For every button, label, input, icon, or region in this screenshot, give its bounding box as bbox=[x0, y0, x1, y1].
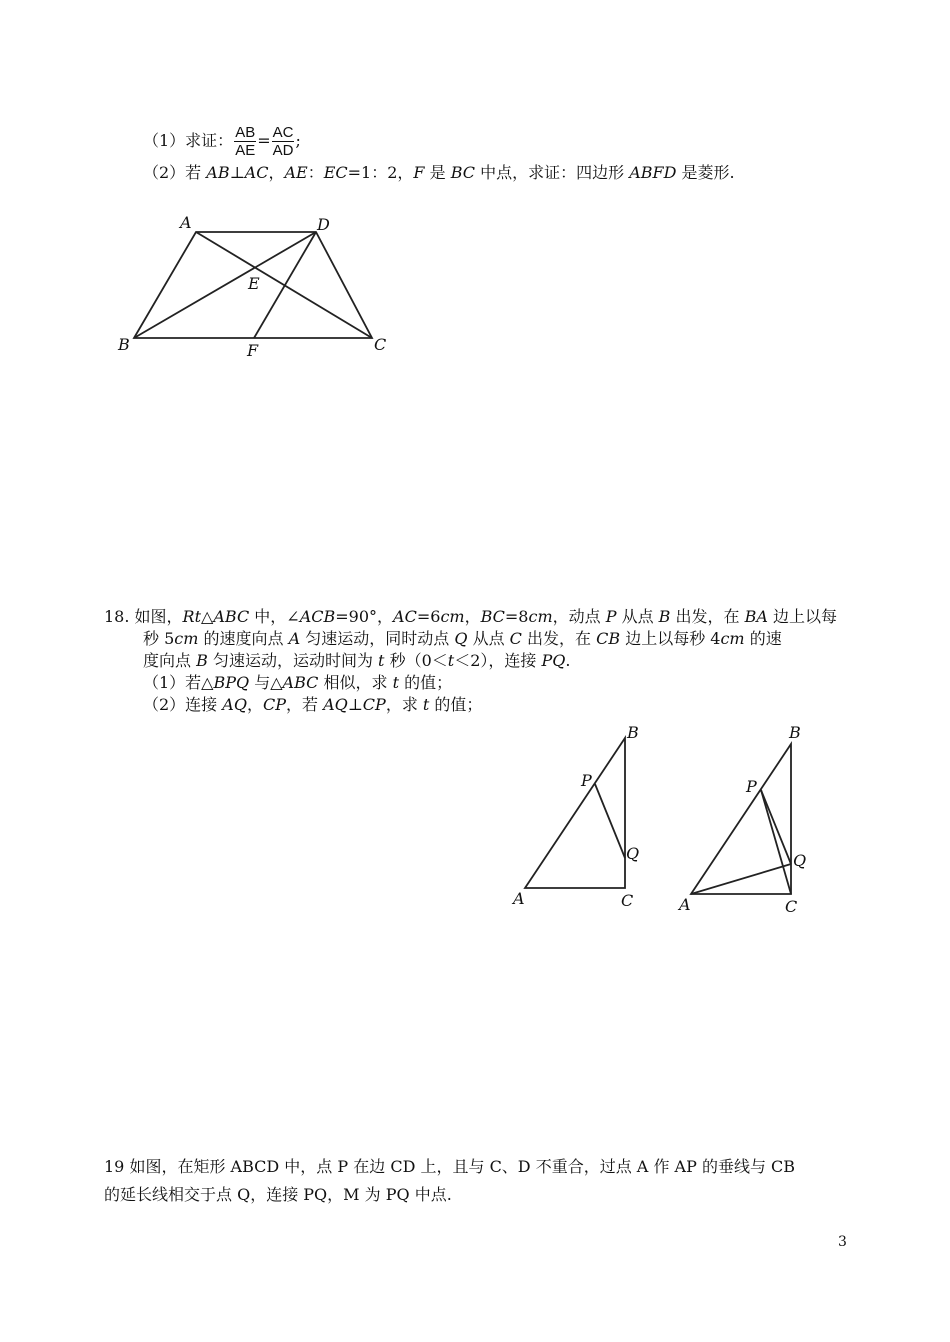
math: AQ bbox=[222, 695, 247, 714]
q17-part1-suffix: ; bbox=[295, 131, 301, 150]
text: ， bbox=[464, 607, 481, 626]
label-q: Q bbox=[793, 851, 807, 870]
math: B bbox=[658, 607, 671, 626]
q18-line3 bbox=[143, 650, 570, 672]
text: 匀速运动，运动时间为 bbox=[207, 651, 379, 670]
text: ，若 bbox=[285, 695, 324, 714]
fraction-ac-ad bbox=[272, 124, 295, 159]
math-f: F bbox=[413, 163, 425, 182]
text: 从点 bbox=[467, 629, 510, 648]
text: 边上以每秒 4 bbox=[620, 629, 721, 648]
text: 匀速运动，同时动点 bbox=[300, 629, 455, 648]
math: BA bbox=[744, 607, 768, 626]
perp-symbol: ⊥ bbox=[229, 163, 245, 182]
label-p: P bbox=[746, 777, 757, 796]
text: ＜2），连接 bbox=[454, 651, 542, 670]
text: ，动点 bbox=[552, 607, 606, 626]
label-a: A bbox=[180, 213, 192, 232]
label-e: E bbox=[248, 274, 260, 293]
q18-line2 bbox=[143, 628, 782, 650]
math: CP bbox=[362, 695, 386, 714]
page-number: 3 bbox=[838, 1234, 847, 1250]
equals-sign: = bbox=[257, 131, 271, 150]
q17-trapezoid-figure bbox=[110, 210, 410, 370]
math: cm bbox=[440, 607, 465, 626]
text: 中点，求证：四边形 bbox=[475, 163, 630, 182]
frac1-denominator: AE bbox=[235, 142, 256, 159]
text: 秒 5 bbox=[143, 629, 175, 648]
text: 的值； bbox=[399, 673, 453, 692]
math: t bbox=[392, 673, 400, 692]
label-p: P bbox=[581, 771, 592, 790]
math: t bbox=[447, 651, 455, 670]
text: ，求 bbox=[385, 695, 423, 714]
math: B bbox=[196, 651, 208, 670]
math: BPQ bbox=[213, 673, 250, 692]
math: A bbox=[288, 629, 301, 648]
text: 出发，在 bbox=[521, 629, 597, 648]
math: ACB bbox=[299, 607, 336, 626]
label-q: Q bbox=[626, 844, 640, 863]
q18-sub1 bbox=[143, 672, 452, 694]
text: （2）连接 bbox=[143, 695, 223, 714]
label-d: D bbox=[317, 215, 330, 234]
math: cm bbox=[174, 629, 199, 648]
math: Rt bbox=[182, 607, 202, 626]
triangle-abc bbox=[525, 738, 625, 888]
segment-pq bbox=[761, 790, 791, 864]
math: PQ bbox=[541, 651, 566, 670]
math-ae: AE bbox=[284, 163, 308, 182]
text: 与△ bbox=[249, 673, 283, 692]
q19-line2: 的延长线相交于点 Q，连接 PQ，M 为 PQ 中点. bbox=[104, 1185, 452, 1204]
text: 是菱形. bbox=[676, 163, 735, 182]
q18-line1 bbox=[104, 606, 837, 628]
text: 出发，在 bbox=[670, 607, 745, 626]
math-ab: AB bbox=[206, 163, 230, 182]
math: CB bbox=[596, 629, 621, 648]
math: AC bbox=[393, 607, 417, 626]
text: ， bbox=[246, 695, 263, 714]
text: 是 bbox=[424, 163, 451, 182]
text: △ bbox=[201, 607, 214, 626]
text: 秒（0＜ bbox=[384, 651, 448, 670]
label-a: A bbox=[679, 895, 691, 914]
text: 的值； bbox=[429, 695, 483, 714]
math: P bbox=[605, 607, 617, 626]
math: cm bbox=[720, 629, 745, 648]
text: 的速 bbox=[744, 629, 782, 648]
label-b: B bbox=[627, 723, 639, 742]
text: 的速度向点 bbox=[198, 629, 289, 648]
text: （2）若 bbox=[143, 163, 207, 182]
text: . bbox=[565, 651, 571, 670]
math: CP bbox=[262, 695, 286, 714]
label-c: C bbox=[621, 891, 634, 910]
text: （1）若△ bbox=[143, 673, 214, 692]
q18-triangle-figure-1 bbox=[505, 722, 655, 917]
segment-df bbox=[254, 232, 316, 338]
text: =8 bbox=[504, 607, 529, 626]
math: ABC bbox=[282, 673, 319, 692]
math: AQ bbox=[323, 695, 348, 714]
math: cm bbox=[528, 607, 553, 626]
q17-part2 bbox=[143, 162, 735, 184]
q18-sub2 bbox=[143, 694, 482, 716]
segment-pq bbox=[595, 784, 625, 858]
text: 中，∠ bbox=[249, 607, 300, 626]
text: ： bbox=[307, 163, 324, 182]
label-f: F bbox=[247, 341, 259, 360]
text: 从点 bbox=[616, 607, 659, 626]
segment-aq bbox=[691, 864, 791, 894]
text: ， bbox=[268, 163, 285, 182]
diagonal-bd bbox=[134, 232, 316, 338]
q17-part1 bbox=[143, 124, 301, 159]
math-bc: BC bbox=[450, 163, 475, 182]
text: 边上以每 bbox=[767, 607, 838, 626]
fraction-ab-ae bbox=[234, 124, 256, 159]
math: BC bbox=[480, 607, 505, 626]
label-b: B bbox=[118, 335, 130, 354]
text: =6 bbox=[416, 607, 441, 626]
text: =1：2， bbox=[347, 163, 414, 182]
math-ec: EC bbox=[323, 163, 348, 182]
text: 度向点 bbox=[143, 651, 197, 670]
frac1-numerator: AB bbox=[235, 124, 256, 141]
text: 18. 如图， bbox=[104, 607, 183, 626]
frac2-numerator: AC bbox=[272, 124, 294, 141]
math: C bbox=[509, 629, 522, 648]
text: ⊥ bbox=[347, 695, 363, 714]
math: t bbox=[422, 695, 430, 714]
q18-triangle-figure-2 bbox=[675, 722, 825, 917]
math: ABC bbox=[213, 607, 250, 626]
text: =90°， bbox=[335, 607, 394, 626]
q17-part1-prefix: （1）求证： bbox=[143, 131, 234, 150]
math: Q bbox=[454, 629, 468, 648]
math-abfd: ABFD bbox=[629, 163, 677, 182]
triangle-abc bbox=[691, 744, 791, 894]
math-ac: AC bbox=[244, 163, 269, 182]
text: 相似，求 bbox=[318, 673, 393, 692]
label-c: C bbox=[374, 335, 387, 354]
label-c: C bbox=[785, 897, 798, 916]
label-b: B bbox=[789, 723, 801, 742]
segment-cp bbox=[761, 790, 791, 894]
q19-line1: 19 如图，在矩形 ABCD 中，点 P 在边 CD 上，且与 C、D 不重合，过点 A 作 AP 的垂线与 CB bbox=[104, 1157, 796, 1176]
frac2-denominator: AD bbox=[272, 142, 294, 159]
label-a: A bbox=[513, 889, 525, 908]
math: t bbox=[378, 651, 385, 670]
